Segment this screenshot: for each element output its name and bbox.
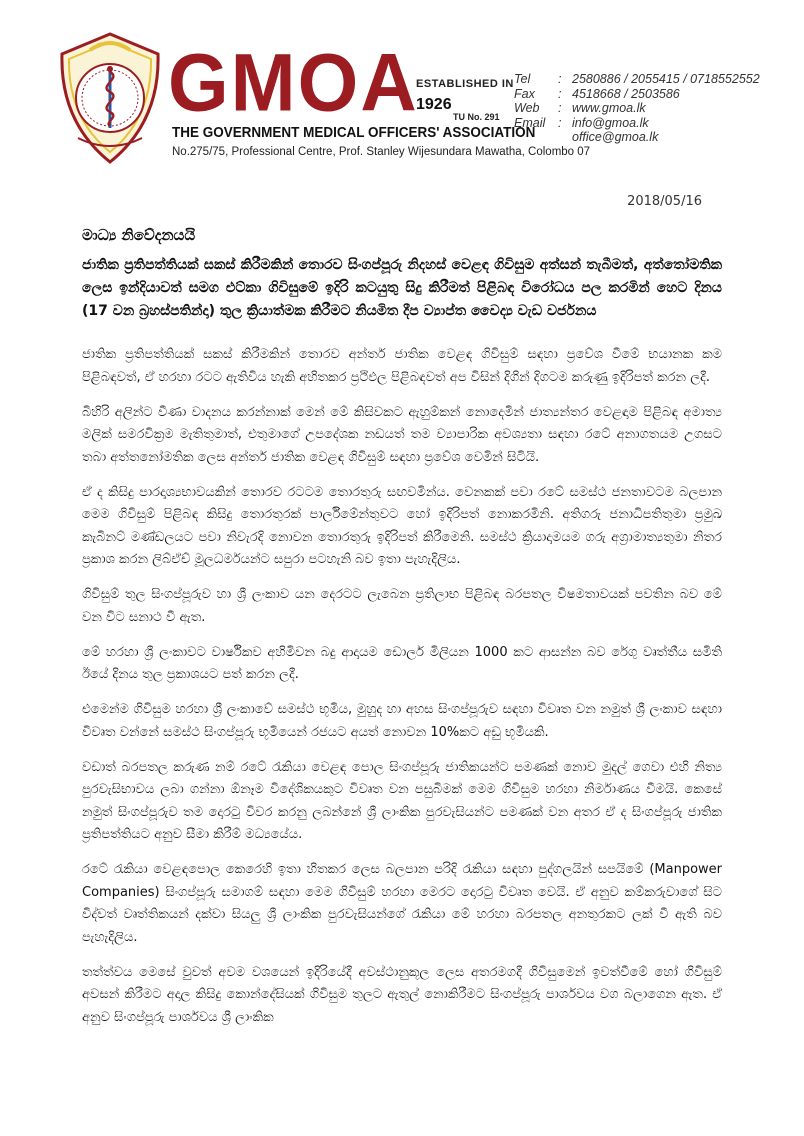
contact-key: Web bbox=[514, 101, 540, 115]
body-paragraph: ඒ ද කිසිදු පාරදෘශ්‍යභාවයකින් තොරව රටටම තොරතුරු සඟවමින්ය. වෙනකක් පවා රටේ සමස්ථ ජනතාවටම බලපාන මෙම ගිවිසුම් පිළිබඳ කිසිදු තොරතුරක් පාර්ලිමේන්තුවට හෝ ඉදිරිපත් නොකරමිනි. අතිගරු ජනාධිපතිතුමා ප්‍රමුඛ කැබිනට් මණ්ඩලයට පවා නිවැරදි නොවන තොරතුරු ඉදිරිපත් කිරීමෙනි. සමස්ථ ක්‍රියාදාමයම ගරු අග්‍රාමාත්‍යතුමා නිතර ප්‍රකාශ කරන ලිබ්ඒච් මූලධර්මයන්ට සපුරා පටහැනි බව ඉතා පැහැදිලිය. bbox=[82, 484, 722, 567]
contact-key: Fax bbox=[514, 86, 535, 101]
gmoa-logo: GMOA bbox=[168, 35, 419, 129]
body-paragraph: රටේ රැකියා වෙළඳපොල කෙරෙහි ඉතා හිතකර ලෙස බලපාන පරිදි රැකියා සඳහා පුද්ගලයින් සපයිමේ (Manpower Companies) සිංගප්පූරු සමාගම් සඳහා මෙම ගිවිසුම් හරහා මෙරට දොරටු විවෘත වෙයි. ඒ අනුව කම්කරුවාගේ සිට විද්වත් වෘත්තිකයන් දක්වා සියලු ශ්‍රී ලාංකික පුරවැසියන්ගේ රැකියා මේ හරහා බරපතල අනතුරකට ලක් වී ඇති බව පැහැදිලිය. bbox=[82, 862, 722, 945]
contact-web: Web : www.gmoa.lk bbox=[514, 101, 646, 115]
gmoa-seal-icon bbox=[58, 30, 162, 166]
contact-key: Email bbox=[514, 115, 546, 130]
document-subject: ජාතික ප්‍රතිපත්තියක් සකස් කිරීමකින් තොරව සිංගප්පූරු නිදහස් වෙළඳ ගිවිසුම අත්සන් තැබීමත්, අත්තෝමතික ලෙස ඉන්දියාවත් සමග එට්කා ගිවිසුමේ ඉදිරි කටයුතු සිදු කිරීමත් පිළිබඳ විරෝධය පල කරමින් හෙට දිනය (17 වන බ්‍රහස්පතින්දා) තුල ක්‍රියාත්මක කිරීමට නියමිත දීප ව්‍යාප්ත වෛද්‍ය වැඩ වර්ජනය bbox=[82, 257, 722, 319]
established-year: 1926 bbox=[416, 96, 452, 113]
contact-email-2 bbox=[514, 130, 760, 145]
body-paragraph: එමෙන්ම ගිවිසුම හරහා ශ්‍රී ලංකාවේ සමස්ථ භූමිය, මුහුද හා අහස සිංගප්පූරුව සඳහා විවෘත වන නමුත් ශ්‍රී ලංකාව සඳහා විවෘත වන්නේ සමස්ථ සිංගප්පූරු භූමියෙන් රජයට අයත් නොවන 10%කට අඩු භූමියකි. bbox=[82, 702, 722, 740]
association-name: THE GOVERNMENT MEDICAL OFFICERS' ASSOCIATION bbox=[172, 125, 536, 141]
established-label: ESTABLISHED IN bbox=[416, 78, 514, 90]
association-address: No.275/75, Professional Centre, Prof. Stanley Wijesundara Mawatha, Colombo 07 bbox=[172, 146, 591, 158]
trade-union-number: TU No. 291 bbox=[453, 112, 500, 122]
body-paragraph: වඩාත් බරපතල කරුණ නම් රටේ රැකියා වෙළඳ පොල සිංගප්පූරු ජාතිකයන්ට පමණක් නොව මුදල් ගෙවා එහි නිත්‍ය පුරවැසිභාවය ලබා ගන්නා ඕනෑම විදේශිකයකුට විවෘත වන පසුබිමක් මෙම ගිවිසුම හරහා නිර්මාණය වීමයි. කෙසේ නමුත් සිංගප්පූරුව තම දොරටු විවර කරනු ලබන්නේ ශ්‍රී ලාංකික පුරවැසියන්ට පමණක් වන අතර ඒ ද සිංගප්පූරු ජාතික ප්‍රතිපත්තියට අනුව සීමා කිරීම් මධ්‍යයේය. bbox=[82, 759, 722, 842]
contact-key: Tel bbox=[514, 72, 531, 86]
contact-fax: Fax : 4518668 / 2503586 bbox=[514, 86, 680, 101]
document-body bbox=[82, 344, 722, 1042]
body-paragraph: මේ හරහා ශ්‍රී ලංකාවට වාර්ෂිකව අහිමිවන බදු ආදායම ඩොලර් මිලියන 1000 කට ආසන්න බව රේගු වෘත්තීය සමිති ඊයේ දිනය තුල ප්‍රකාශයට පත් කරන ලදී. bbox=[82, 644, 722, 682]
body-paragraph: තත්ත්වය මෙසේ වුවත් අවම වශයෙන් ඉදිරියේදී අවස්ථානුකූල ලෙස අතරමගදී ගිවිසුමෙන් ඉවත්වීමේ හෝ ගිවිසුම් අවසන් කිරීමට අදාල කිසිදු කොන්දේසියක් ගිවිසුම තුලට ඇතුල් නොකිරීමට සිංගප්පූරු පාර්ශවය වග බලාගෙන ඇත. ඒ අනුව සිංගප්පූරු පාර්ශවය ශ්‍රී ලාංකික bbox=[82, 964, 722, 1025]
contact-block bbox=[514, 72, 760, 145]
letterhead bbox=[0, 0, 804, 185]
document-title: මාධ්‍ය නිවේදනයයි bbox=[82, 226, 196, 244]
contact-email: Email : info@gmoa.lk bbox=[514, 115, 649, 130]
body-paragraph: ගිවිසුම් තුල සිංගප්පූරුව හා ශ්‍රී ලංකාව යන දෙරටට ලැබෙන ප්‍රතිලාභ පිළිබඳ බරපතල විෂමතාවයක් පවතින බව මේ වන විට සනාථ වී ඇත. bbox=[82, 587, 722, 625]
body-paragraph: ජාතික ප්‍රතිපත්තියක් සකස් කිරීමකින් තොරව අන්තර් ජාතික වෙළඳ ගිවිසුම් සඳහා ප්‍රවේශ වීමේ භයානක කම පිළිබඳවත්, ඒ හරහා රටට ඇතිවිය හැකි අහිතකර ප්‍රථිඵල පිළිබඳවත් අප විසින් දිගින් දිගටම කරුණු ඉදිරිපත් කරන ලදී. bbox=[82, 347, 722, 385]
contact-value: 4518668 / 2503586 bbox=[572, 86, 680, 101]
document-date: 2018/05/16 bbox=[627, 194, 702, 209]
email-link[interactable]: info@gmoa.lk bbox=[572, 115, 649, 130]
email-link[interactable]: office@gmoa.lk bbox=[572, 130, 659, 144]
website-link[interactable]: www.gmoa.lk bbox=[572, 101, 646, 115]
contact-tel: Tel : 2580886 / 2055415 / 0718552552 bbox=[514, 72, 760, 86]
body-paragraph: බිහිරි අලින්ට වීණා වාදනය කරන්නාක් මෙන් මේ කිසිවකට ඇහුම්කන් නොදෙමින් ජාත්‍යන්තර වෙළඳාම පිළිබඳ අමාත්‍ය මලික් සමරවික්‍රම මැතිතුමාත්, එතුමාගේ උපදේශක නඩයත් තම ව්‍යාපාරික අවශ්‍යතා සඳහා රටේ අනාගතයම උගසට තබා අත්තනෝමතික ලෙස අන්තර් ජාතික වෙළඳ ගිවිසුම් සඳහා ප්‍රවේශ වෙමින් සිටියි. bbox=[82, 404, 722, 465]
contact-value: 2580886 / 2055415 / 0718552552 bbox=[572, 72, 760, 86]
